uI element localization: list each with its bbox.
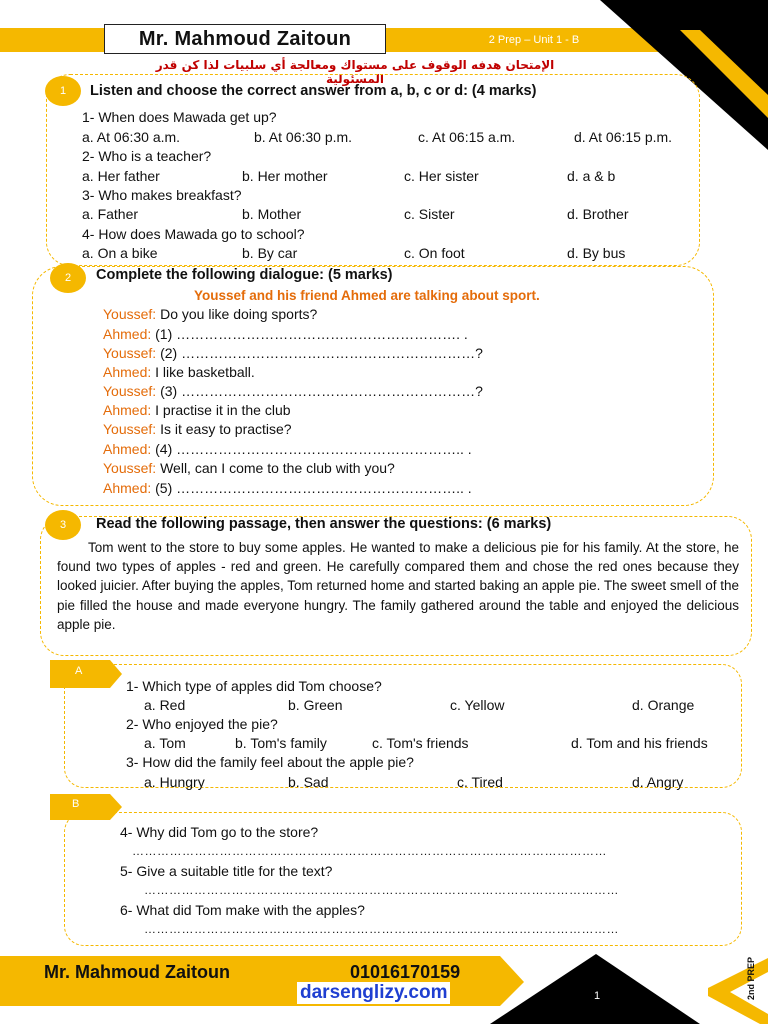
s1-q3-b: b. Mother [242, 206, 302, 222]
s1-q4-d: d. By bus [567, 245, 626, 261]
s1-q1: 1- When does Mawada get up? [82, 109, 277, 125]
header-left-bar [0, 28, 104, 52]
footer-teacher-name: Mr. Mahmoud Zaitoun [44, 962, 230, 982]
s1-q2-b: b. Her mother [242, 168, 328, 184]
header-title-box [104, 24, 386, 54]
section2-title: Complete the following dialogue: (5 marks) [96, 267, 393, 283]
footer-phone: 01016170159 [350, 962, 461, 982]
grade-label: 2nd PREP [746, 956, 756, 1000]
reading-passage: Tom went to the store to buy some apples. He wanted to make a delicious pie for his family. At the store, he found two types of apples - red and green. He carefully compared them and chose the red ones because they looked juicier. After buying the apples, Tom returned home and started baking an apple pie. The sweet smell of the pie filled the house and made everyone hungry. The family gathered around the table and enjoyed the delicious apple pie. [57, 540, 739, 632]
s3-q3-a: a. Hungry [144, 774, 205, 790]
section1-badge: 1 [45, 76, 81, 106]
dialogue-line: Ahmed: (1) ……………………………………………………. . [103, 326, 468, 342]
s1-q3-c: c. Sister [404, 206, 455, 222]
s3-q4: 4- Why did Tom go to the store? [120, 824, 319, 840]
unit-label: 2 Prep – Unit 1 - B [488, 34, 580, 46]
s3-q1-a: a. Red [144, 697, 186, 713]
s1-q1-d: d. At 06:15 p.m. [574, 129, 673, 145]
s1-q2-d: d. a & b [567, 168, 616, 184]
dialogue-line: Ahmed: I practise it in the club [103, 402, 291, 418]
s1-q4-a: a. On a bike [82, 245, 158, 261]
s3-q6: 6- What did Tom make with the apples? [120, 902, 365, 918]
s3-q3-d: d. Angry [632, 774, 684, 790]
partA-tab [50, 660, 122, 688]
s1-q3: 3- Who makes breakfast? [82, 187, 242, 203]
section3-title: Read the following passage, then answer the questions: (6 marks) [96, 516, 552, 532]
s3-q1-c: c. Yellow [450, 697, 505, 713]
s1-q4: 4- How does Mawada go to school? [82, 226, 305, 242]
s3-q3: 3- How did the family feel about the apple pie? [126, 754, 414, 770]
section2-badge: 2 [50, 263, 86, 293]
s3-q3-c: c. Tired [457, 774, 503, 790]
s1-q3-a: a. Father [82, 206, 139, 222]
s1-q4-b: b. By car [242, 245, 298, 261]
dialogue-line: Ahmed: (4) …………………………………………………….. . [103, 441, 472, 457]
section2-subtitle: Youssef and his friend Ahmed are talking about sport. [194, 288, 540, 303]
section3-badge: 3 [45, 510, 81, 540]
partA-label: A [75, 665, 83, 677]
s1-q4-c: c. On foot [404, 245, 465, 261]
website-link[interactable]: darsenglizy.com [297, 982, 450, 1004]
s1-q1-c: c. At 06:15 a.m. [418, 129, 516, 145]
dialogue-line: Youssef: (2) ………………………………………………………? [103, 345, 483, 361]
dialogue-line: Youssef: Is it easy to practise? [103, 421, 292, 437]
partB-label: B [72, 798, 80, 810]
s1-q2-c: c. Her sister [404, 168, 479, 184]
s1-q2: 2- Who is a teacher? [82, 148, 212, 164]
s3-q2-c: c. Tom's friends [372, 735, 469, 751]
dialogue-line: Youssef: Do you like doing sports? [103, 306, 318, 322]
s3-q1-d: d. Orange [632, 697, 695, 713]
s3-q2-a: a. Tom [144, 735, 186, 751]
section1-title: Listen and choose the correct answer from a, b, c or d: (4 marks) [90, 83, 537, 99]
dialogue-line: Ahmed: I like basketball. [103, 364, 255, 380]
s3-q3-b: b. Sad [288, 774, 329, 790]
dialogue-line: Youssef: Well, can I come to the club with you? [103, 460, 395, 476]
partB-tab [50, 794, 122, 820]
dialogue-line: Ahmed: (5) …………………………………………………….. . [103, 480, 472, 496]
s3-q2-d: d. Tom and his friends [571, 735, 708, 751]
s3-q1: 1- Which type of apples did Tom choose? [126, 678, 382, 694]
s3-q2: 2- Who enjoyed the pie? [126, 716, 278, 732]
s3-q2-b: b. Tom's family [235, 735, 327, 751]
s3-q5-blank[interactable]: …………………………………………………………………………………………………… [144, 883, 619, 897]
s3-q5: 5- Give a suitable title for the text? [120, 863, 333, 879]
s1-q1-a: a. At 06:30 a.m. [82, 129, 181, 145]
s3-q4-blank[interactable]: …………………………………………………………………………………………………… [132, 844, 607, 858]
s3-q6-blank[interactable]: …………………………………………………………………………………………………… [144, 922, 619, 936]
dialogue-line: Youssef: (3) ………………………………………………………? [103, 383, 483, 399]
teacher-name: Mr. Mahmoud Zaitoun [138, 27, 352, 50]
s3-q1-b: b. Green [288, 697, 343, 713]
s1-q3-d: d. Brother [567, 206, 629, 222]
s1-q1-b: b. At 06:30 p.m. [254, 129, 353, 145]
s1-q2-a: a. Her father [82, 168, 160, 184]
page-number: 1 [594, 990, 601, 1002]
arabic-note: الإمتحان هدفه الوقوف على مستواك ومعالجة أي سلبيات لذا كن قدر المسئولية [155, 58, 555, 86]
